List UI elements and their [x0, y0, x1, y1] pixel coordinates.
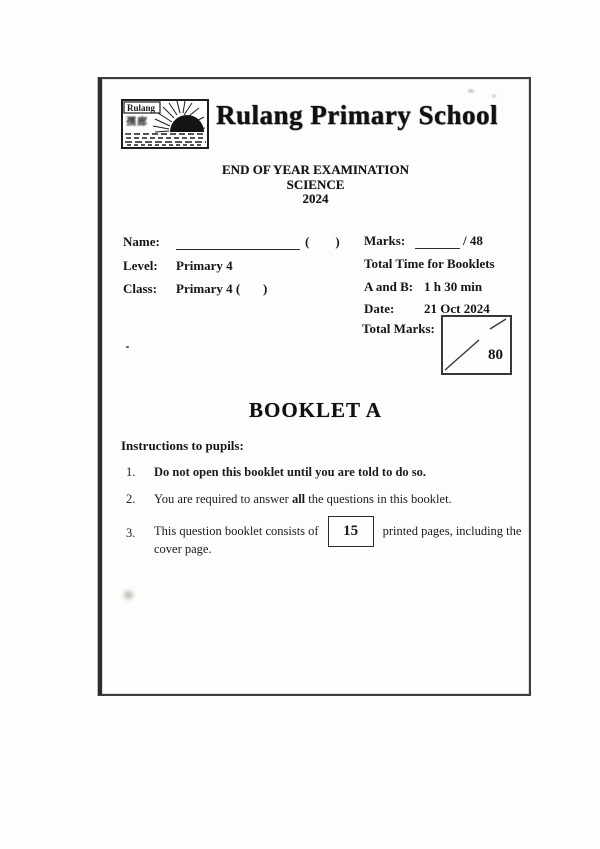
scan-smudge [124, 591, 133, 599]
instruction-text: Do not open this booklet until you are told to do so. [154, 465, 427, 479]
instruction-number: 1. [126, 465, 136, 479]
level-value: Primary 4 [176, 258, 233, 273]
exam-subject: SCIENCE [286, 176, 345, 192]
total-marks-label: Total Marks: [362, 321, 435, 336]
class-label: Class: [123, 281, 157, 296]
logo-school-name: Rulang [127, 103, 156, 113]
page-border-frame [98, 77, 531, 696]
instructions-heading: Instructions to pupils: [121, 438, 244, 453]
marks-total: / 48 [463, 233, 483, 248]
level-label: Level: [123, 258, 158, 273]
scan-speck [126, 346, 129, 348]
booklet-title: BOOKLET A [249, 398, 382, 422]
marks-blank-line [415, 236, 460, 249]
instruction-number: 3. [126, 526, 136, 540]
instruction-text-post: the questions in this booklet. [305, 492, 452, 506]
name-label: Name: [123, 234, 160, 249]
total-marks-value: 80 [488, 347, 503, 363]
exam-title: END OF YEAR EXAMINATION [222, 162, 409, 177]
scan-speck [468, 90, 474, 92]
name-row [123, 234, 340, 250]
exam-header [102, 163, 529, 207]
booklet-time-row [364, 279, 482, 295]
instruction-item-2 [126, 492, 521, 507]
instruction-item-1 [126, 465, 521, 480]
total-time-label: Total Time for Booklets [364, 256, 495, 271]
instruction-text [154, 516, 521, 557]
school-logo [121, 99, 209, 149]
instruction-text-bold: all [291, 492, 306, 506]
page-count-box: 15 [328, 516, 374, 547]
instruction-text-pre: You are required to answer [154, 492, 292, 506]
date-label: Date: [364, 301, 395, 316]
instruction-item-3 [126, 516, 521, 557]
scan-speck [492, 95, 496, 97]
level-row [123, 258, 233, 274]
instruction-text-pre: This question booklet consists of [154, 524, 319, 538]
score-box-diagonals [443, 317, 510, 373]
logo-chinese-characters: 孺廊 [126, 117, 148, 128]
exam-year: 2024 [302, 191, 329, 206]
index-paren-close: ) [335, 234, 340, 249]
instruction-line-2: cover page. [154, 542, 212, 556]
marks-label: Marks: [364, 233, 406, 248]
school-name-title: Rulang Primary School [216, 100, 499, 130]
a-and-b-label: A and B: [364, 279, 414, 294]
total-marks-row [362, 321, 435, 337]
instruction-text [154, 492, 521, 507]
index-paren-open: ( [305, 234, 310, 249]
date-value: 21 Oct 2024 [424, 301, 490, 316]
a-and-b-value: 1 h 30 min [424, 279, 483, 294]
total-marks-box [441, 315, 512, 375]
instruction-text-post: printed pages, including the [382, 524, 522, 538]
name-blank-line [176, 237, 300, 250]
class-value: Primary 4 ( ) [176, 281, 268, 296]
marks-row [364, 233, 483, 249]
total-time-row [364, 256, 495, 272]
instruction-number: 2. [126, 492, 136, 506]
class-row [123, 281, 267, 297]
